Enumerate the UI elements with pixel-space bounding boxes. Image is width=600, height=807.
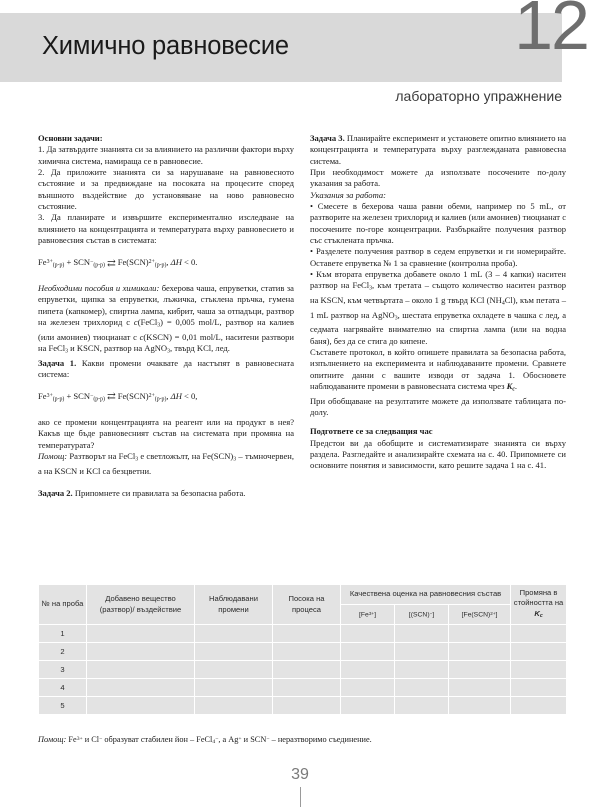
instruction-bullet-2: • Разделете получения разтвор в седем епруветки и ги номерирайте. Оставете епруветка № 1 за сравнение (контролна проба). <box>310 246 566 268</box>
row-number: 4 <box>39 679 87 697</box>
task-3-label: Задача 3. <box>310 133 345 143</box>
row-number: 5 <box>39 697 87 715</box>
spacer <box>310 418 566 426</box>
cell-fe3[interactable] <box>341 643 395 661</box>
materials-text: бехерова чаша, епруветки, статив за епруветки, щипка за епруветки, лъжичка, стъклена пръчка, гумена пипета (капкомер), спиртна лампа, кибрит, чаша за отпадъци, разтвор на железен трихлорид с c(FeCl$_3$) = 0,005 mol/L, разтвор на калиев (или амониев) тиоцианат с c(KSCN) = 0,01 mol/L, наситени разтвори на FeCl$_3$ и KSCN, разтвор на AgNO$_3$, твърд KCl, лед. <box>38 283 294 355</box>
cell-kc-change[interactable] <box>511 661 567 679</box>
task-1-hint <box>38 451 294 477</box>
task-1-hint-text: Разтворът на FeCl$_3$ е светложълт, на $Fe(SCN)_3$ – тъмночервен, а на KSCN и KCl са безцветни. <box>38 451 294 476</box>
table-footnote-label: Помощ: <box>38 735 67 745</box>
task-1-label: Задача 1. <box>38 357 77 368</box>
table-body <box>39 625 567 715</box>
cell-fe3[interactable] <box>341 661 395 679</box>
cell-scn[interactable] <box>395 661 449 679</box>
row-number: 1 <box>39 625 87 643</box>
cell-added-substance[interactable] <box>87 643 195 661</box>
left-column <box>38 133 294 499</box>
instructions-label <box>310 190 566 201</box>
results-table-wrapper <box>38 584 566 715</box>
sub-header-fe3: $[Fe^{3+}]$ <box>341 605 395 625</box>
equilibrium-arrow-icon: ⇄ <box>106 391 116 403</box>
kc-symbol: K <box>506 381 513 392</box>
cell-observed-changes[interactable] <box>195 625 273 643</box>
equilibrium-arrow-icon: ⇄ <box>106 258 116 270</box>
cell-scn[interactable] <box>395 697 449 715</box>
cell-scn[interactable] <box>395 679 449 697</box>
cell-observed-changes[interactable] <box>195 679 273 697</box>
cell-added-substance[interactable] <box>87 697 195 715</box>
cell-kc-change[interactable] <box>511 625 567 643</box>
spacer <box>38 406 294 417</box>
cell-scn[interactable] <box>395 625 449 643</box>
cell-fescn2[interactable] <box>449 625 511 643</box>
cell-process-direction[interactable] <box>273 625 341 643</box>
cell-scn[interactable] <box>395 643 449 661</box>
task-2-label: Задача 2. <box>38 488 73 499</box>
body-columns <box>38 133 566 499</box>
cell-fescn2[interactable] <box>449 679 511 697</box>
col-header-qualitative-group: Качествена оценка на равновесния състав <box>341 585 511 605</box>
cell-observed-changes[interactable] <box>195 661 273 679</box>
cell-added-substance[interactable] <box>87 661 195 679</box>
cell-added-substance[interactable] <box>87 625 195 643</box>
col-header-kc-change: Промяна в стойността на $K_c$ <box>511 585 567 625</box>
prepare-heading-text: Подгответе се за следващия час <box>310 426 433 437</box>
prepare-heading <box>310 426 566 437</box>
table-footnote-text: $Fe^{3+}$ и Cl− образуват стабилен йон – FeCl$_4$−, а Ag+ и SCN− – неразтворимо съединение. <box>68 735 372 746</box>
table-head <box>39 585 567 625</box>
spacer <box>38 477 294 488</box>
results-table <box>38 584 567 715</box>
materials-label: Необходими пособия и химикали: <box>38 283 160 294</box>
cell-kc-change[interactable] <box>511 643 567 661</box>
prepare-text: Предстои ви да обобщите и систематизирате знанията си върху раздела. Разгледайте и анализирайте схемата на с. 40. Припомнете си основните понятия и зависимости, като решите задача 1 на с. 41. <box>310 437 566 471</box>
col-header-process-direction: Посока на процеса <box>273 585 341 625</box>
objective-1: 1. Да затвърдите знанията си за влиянието на различни фактори върху химична система, намираща се в равновесие. <box>38 144 294 166</box>
cell-process-direction[interactable] <box>273 643 341 661</box>
row-number: 3 <box>39 661 87 679</box>
instructions-label-text: Указания за работа: <box>310 189 386 200</box>
table-row <box>39 697 567 715</box>
chapter-number: 12 <box>514 0 588 64</box>
cell-process-direction[interactable] <box>273 679 341 697</box>
spacer <box>38 380 294 391</box>
task-3-paragraph <box>310 133 566 167</box>
task-1-text: Какви промени очаквате да настъпят в равновесната система: <box>38 357 295 380</box>
col-header-observed-changes: Наблюдавани промени <box>195 585 273 625</box>
task-2-text: Припомнете си правилата за безопасна работа. <box>74 488 246 499</box>
spacer <box>38 246 294 257</box>
cell-fescn2[interactable] <box>449 697 511 715</box>
cell-fescn2[interactable] <box>449 661 511 679</box>
protocol-paragraph: Съставете протокол, в който опишете правилата за безопасна работа, изпълнението на експеримента и наблюдаваните промени. Сравнете опитните данни с вашите изводи от задача 1. Обосновете наблюдаваните промени в равновесната система чрез $K_c$. <box>310 346 566 393</box>
instruction-bullet-1: • Смесете в бехерова чаша равни обеми, например по 5 mL, от разтворите на железен трихлорид и калиев (или амониев) тиоцианат с посочените по-горе концентрации. Разбъркайте получения разтвор със стъклената пръчка. <box>310 201 566 246</box>
equilibrium-equation-1: $Fe^{3+}_{(р-р)} + SCN^-_{(р-р)}$ ⇄ Fe(SCN)$^{2+}_{(р-р)}$, ΔH < 0. <box>38 257 198 270</box>
task-3-note: При необходимост можете да използвате посочените по-долу указания за работа. <box>310 167 566 189</box>
cell-added-substance[interactable] <box>87 679 195 697</box>
cell-kc-change[interactable] <box>511 697 567 715</box>
cell-fe3[interactable] <box>341 697 395 715</box>
col-header-sample-no: № на проба <box>39 585 87 625</box>
table-row <box>39 661 567 679</box>
instruction-bullet-3: • Към втората епруветка добавете около 1 mL (3 – 4 капки) наситен разтвор на FeCl$_3$, към третата – същото количество наситен разтвор на KSCN, към четвъртата – около 1 g твърд KCl $(NH_4Cl)$, към петата – 1 mL разтвор на AgNO$_3$, шестата епруветка охладете в чашка с лед, а седмата нагрявайте внимателно на спиртна лампа (или на водна баня), без да се стига до кипене. <box>310 269 566 346</box>
cell-fe3[interactable] <box>341 625 395 643</box>
table-row <box>39 643 567 661</box>
sub-header-fescn2: [Fe(SCN)$^{2+}$] <box>449 605 511 625</box>
objectives-heading <box>38 133 294 144</box>
objectives-heading-text: Основни задачи: <box>38 133 103 143</box>
right-column <box>310 133 566 499</box>
spacer <box>38 272 294 283</box>
cell-fe3[interactable] <box>341 679 395 697</box>
table-row <box>39 625 567 643</box>
sub-header-scn: [(SCN)−] <box>395 605 449 625</box>
cell-process-direction[interactable] <box>273 697 341 715</box>
table-row <box>39 679 567 697</box>
page-number: 39 <box>291 766 309 783</box>
cell-observed-changes[interactable] <box>195 643 273 661</box>
equilibrium-equation-2: $Fe^{3+}_{(р-р)} + SCN^-_{(р-р)}$ ⇄ Fe(SCN)$^{2+}_{(р-р)}$, ΔH < 0, <box>38 391 198 403</box>
footer-divider <box>300 787 301 807</box>
objective-3: 3. Да планирате и извършите експериментално изследване на влиянието на концентрацията и температурата върху равновесието и равновесния състав в системата: <box>38 212 294 246</box>
task-3-text: Планирайте експеримент и установете опитно влиянието на концентрацията и температурата върху разглежданата равновесна система. <box>310 133 567 166</box>
materials-paragraph <box>38 283 294 358</box>
chapter-subtitle: лабораторно упражнение <box>395 88 562 104</box>
summary-paragraph: При обобщаване на резултатите можете да използвате таблицата по-долу. <box>310 395 566 417</box>
task-1-hint-label: Помощ: <box>38 451 68 462</box>
table-header-row-1 <box>39 585 567 605</box>
objective-2: 2. Да приложите знанията си за нарушаване на равновесното състояние и за предвиждане на посоката на процесите според външното въздействие до установяване на ново равновесно състояние. <box>38 167 294 212</box>
task-2-paragraph <box>38 488 294 499</box>
cell-process-direction[interactable] <box>273 661 341 679</box>
table-footnote <box>38 734 566 748</box>
row-number: 2 <box>39 643 87 661</box>
page-title: Химично равновесие <box>42 32 289 60</box>
col-header-added-substance: Добавено вещество (разтвор)/ въздействие <box>87 585 195 625</box>
page-footer <box>0 767 600 807</box>
task-1-question: ако се промени концентрацията на реагент или на продукт в нея? Какъв ще бъде равновесният състав на системата при промяна на температурата? <box>38 417 294 450</box>
cell-observed-changes[interactable] <box>195 697 273 715</box>
cell-fescn2[interactable] <box>449 643 511 661</box>
cell-kc-change[interactable] <box>511 679 567 697</box>
task-1-paragraph <box>38 358 294 381</box>
